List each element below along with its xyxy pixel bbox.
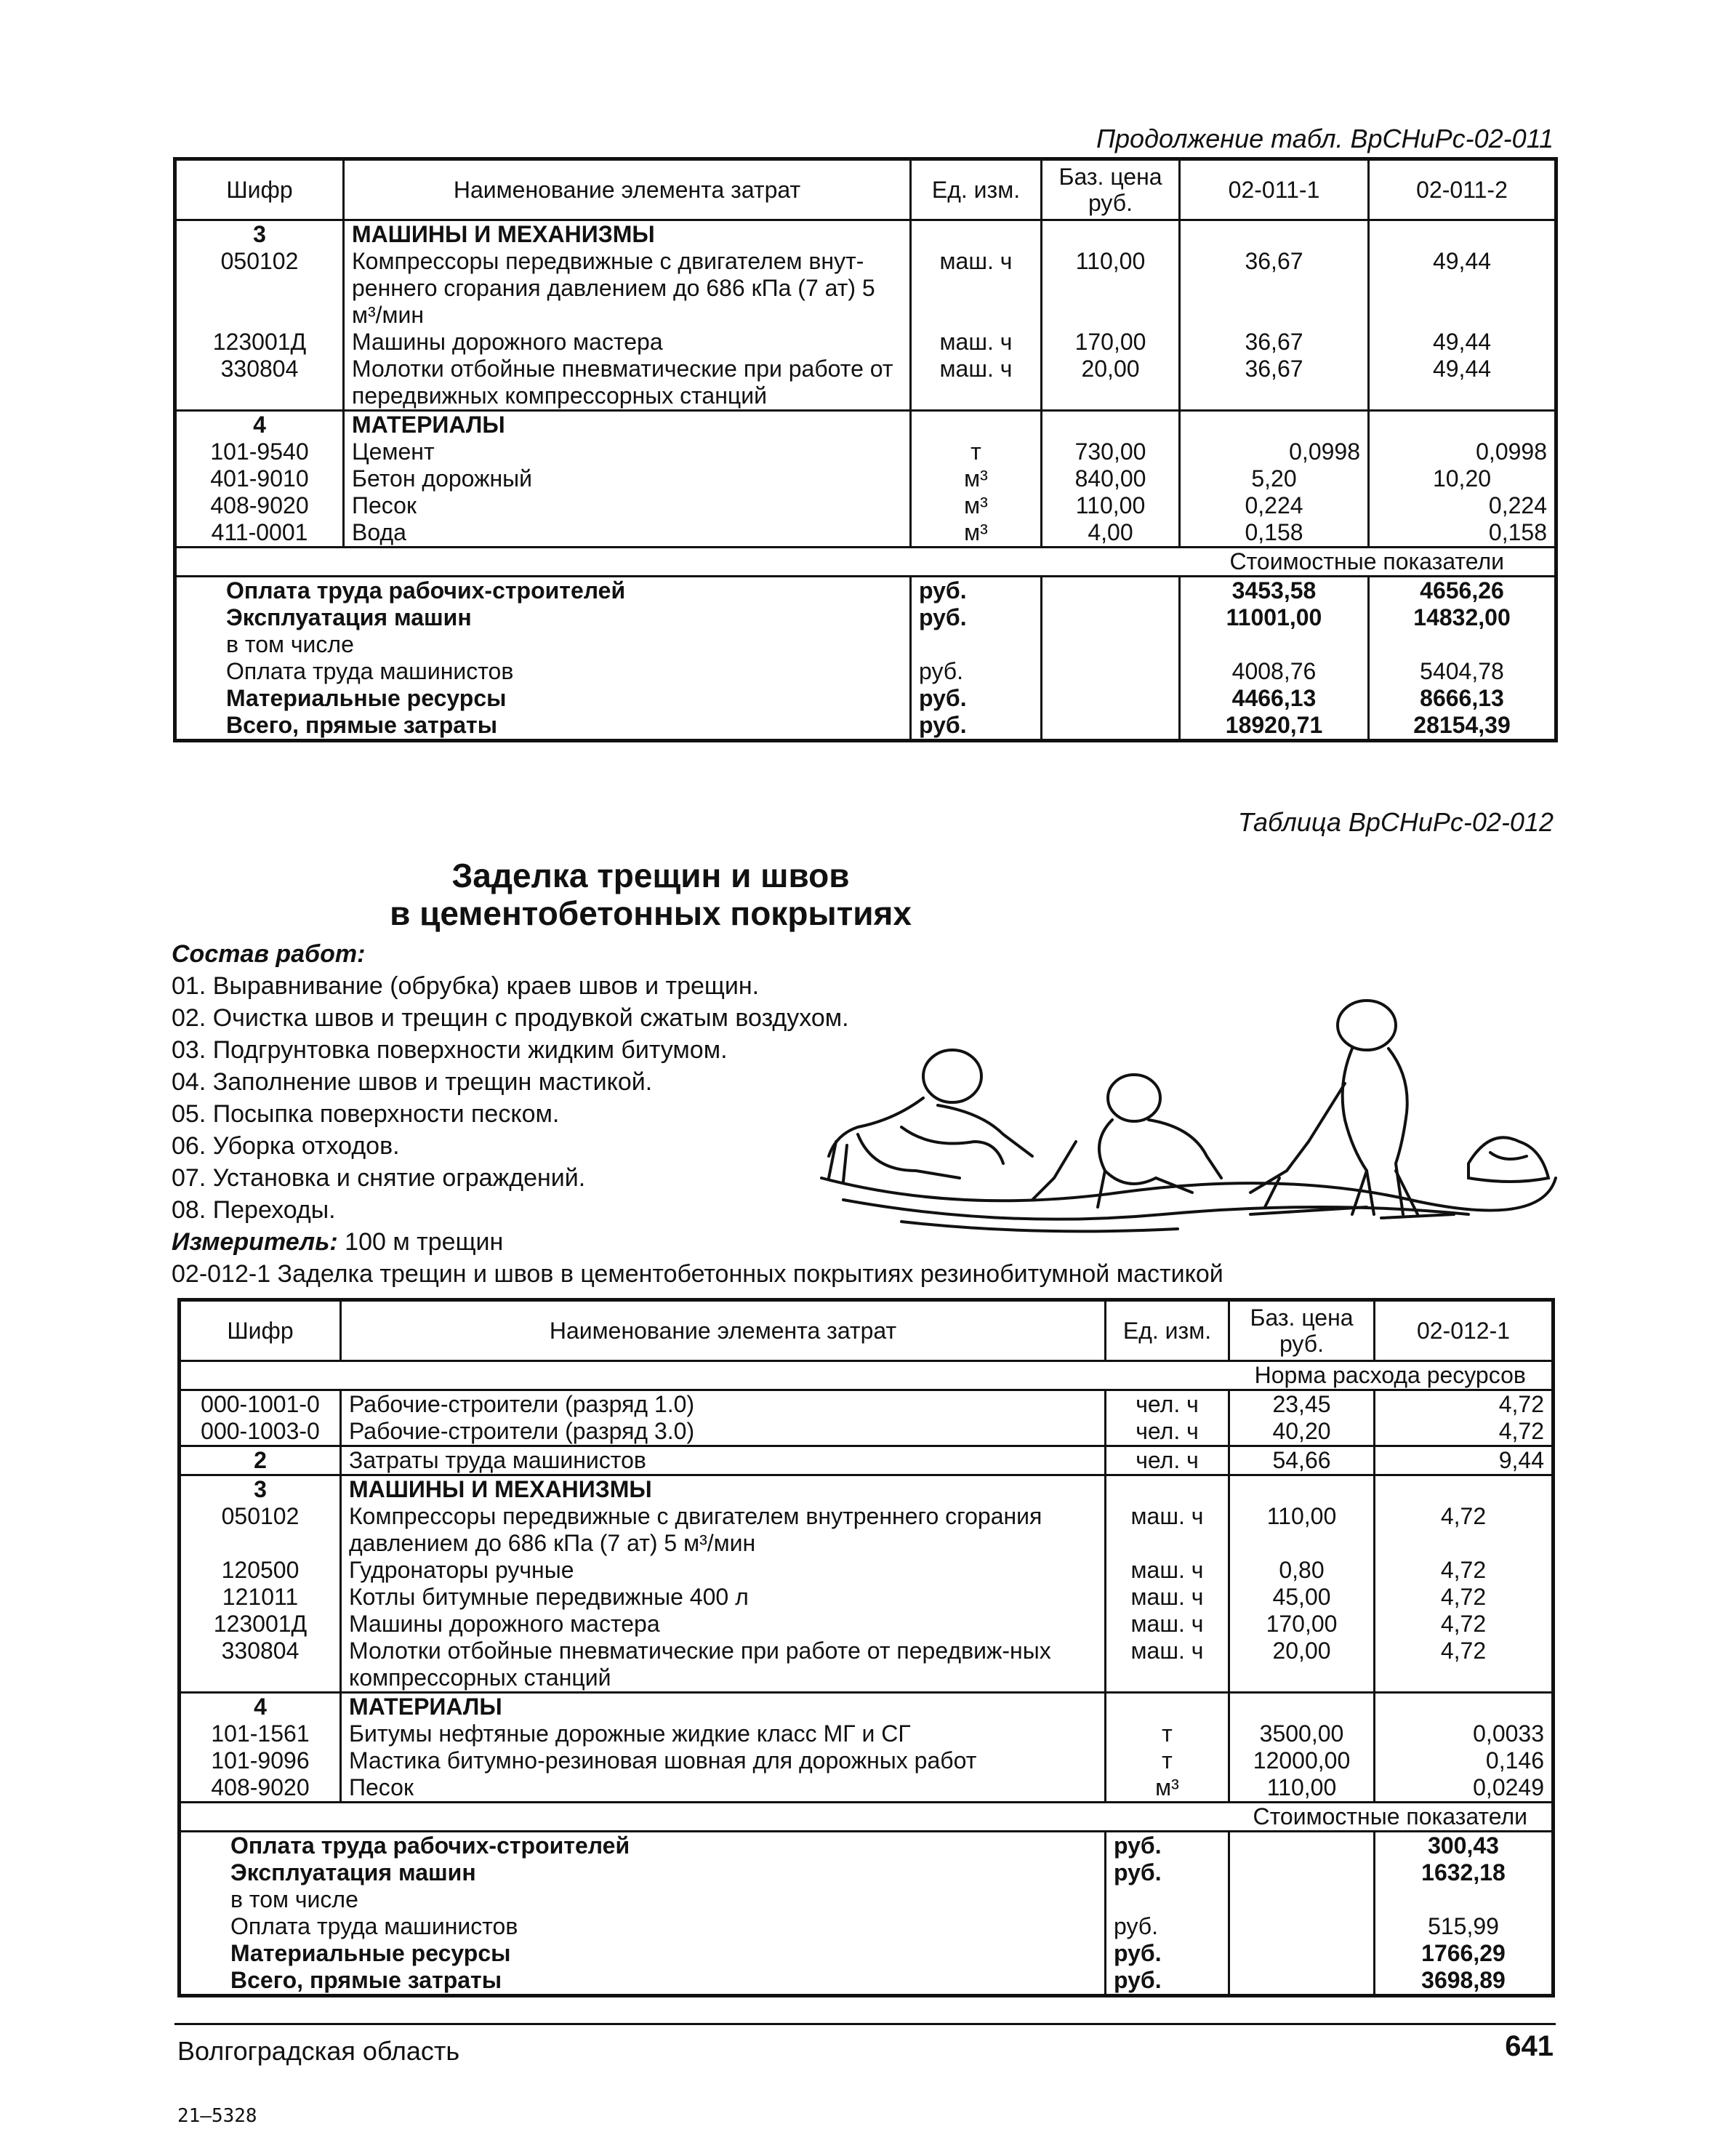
table-row: Всего, прямые затраты руб. 3698,89 [180,1967,1554,1996]
table-row [175,548,1556,577]
list-item: 04. Заполнение швов и трещин мастикой. [172,1068,653,1096]
table-row: Оплата труда машинистов руб. 515,99 [180,1913,1554,1940]
table-row: 101-9540 Цемент т 730,00 0,0998 0,0998 [175,438,1556,465]
table-row: в том числе [180,1886,1554,1913]
section-title-line1: Заделка трещин и швов [451,857,850,894]
table-row: 050102 Компрессоры передвижные с двигателем внут-реннего сгорания давлением до 686 кПа (7 ат) 5 м³/мин маш. ч 110,00 36,67 49,44 [175,248,1556,329]
table-row: 3 МАШИНЫ И МЕХАНИЗМЫ [175,220,1556,249]
norm-header: Норма расхода ресурсов [1229,1361,1554,1390]
list-item: 06. Уборка отходов. [172,1132,400,1160]
list-item: 01. Выравнивание (обрубка) краев швов и трещин. [172,972,760,1000]
table2-header-row [180,1300,1554,1361]
table-row: 123001Д Машины дорожного мастера маш. ч 170,00 4,72 [180,1611,1554,1638]
table-row: Эксплуатация машин руб. 11001,00 14832,00 [175,604,1556,631]
section-title-line2: в цементобетонных покрытиях [390,894,912,932]
table-row: Материальные ресурсы руб. 4466,13 8666,13 [175,685,1556,712]
table-row: Оплата труда рабочих-строителей руб. 3453,58 4656,26 [175,577,1556,605]
table-row: 408-9020 Песок м³ 110,00 0,0249 [180,1774,1554,1803]
table2-caption: Таблица ВрСНиРс-02-012 [1237,807,1554,837]
header-col1: 02-011-1 [1180,159,1369,220]
header-unit: Ед. изм. [1106,1300,1229,1361]
list-item: 05. Посыпка поверхности песком. [172,1100,560,1128]
print-code: 21—5328 [177,2105,257,2127]
list-item: 08. Переходы. [172,1196,336,1224]
list-item: 07. Установка и снятие ограждений. [172,1164,586,1192]
page-number: 641 [1505,2030,1554,2062]
table1-header-row [175,159,1556,220]
header-col1: 02-012-1 [1375,1300,1554,1361]
table-row: 4 МАТЕРИАЛЫ [175,411,1556,439]
table-row [180,1361,1554,1390]
table-row [180,1803,1554,1832]
header-unit: Ед. изм. [911,159,1042,220]
table-row: 411-0001 Вода м³ 4,00 0,158 0,158 [175,519,1556,548]
table1 [173,157,1558,742]
header-price: Баз. цена руб. [1229,1300,1375,1361]
table-row: Оплата труда машинистов руб. 4008,76 5404,78 [175,658,1556,685]
cost-header: Стоимостные показатели [1180,548,1556,577]
header-name: Наименование элемента затрат [344,159,911,220]
table2 [177,1298,1555,1997]
table-row: 000-1001-0 Рабочие-строители (разряд 1.0) чел. ч 23,45 4,72 [180,1390,1554,1419]
table-row: 121011 Котлы битумные передвижные 400 л маш. ч 45,00 4,72 [180,1584,1554,1611]
table-row: 3 МАШИНЫ И МЕХАНИЗМЫ [180,1475,1554,1504]
table-row: Оплата труда рабочих-строителей руб. 300,43 [180,1832,1554,1860]
table-row: 330804 Молотки отбойные пневматические при работе от передвиж-ных компрессорных станций маш. ч 20,00 4,72 [180,1638,1554,1693]
table-row: 101-9096 Мастика битумно-резиновая шовная для дорожных работ т 12000,00 0,146 [180,1747,1554,1774]
table1-caption: Продолжение табл. ВрСНиРс-02-011 [1096,124,1554,153]
table-row: 401-9010 Бетон дорожный м³ 840,00 5,20 10,20 [175,465,1556,492]
list-item: 02. Очистка швов и трещин с продувкой сжатым воздухом. [172,1004,849,1032]
table-row: 120500 Гудронаторы ручные маш. ч 0,80 4,72 [180,1557,1554,1584]
table-row: Всего, прямые затраты руб. 18920,71 28154,39 [175,712,1556,741]
table-row: 050102 Компрессоры передвижные с двигателем внутреннего сгорания давлением до 686 кПа (7 ат) 5 м³/мин маш. ч 110,00 4,72 [180,1503,1554,1557]
table-row: 000-1003-0 Рабочие-строители (разряд 3.0) чел. ч 40,20 4,72 [180,1418,1554,1446]
header-price: Баз. цена руб. [1042,159,1180,220]
table-row: 2 Затраты труда машинистов чел. ч 54,66 9,44 [180,1446,1554,1475]
table-row: 123001Д Машины дорожного мастера маш. ч 170,00 36,67 49,44 [175,329,1556,356]
cost-header: Стоимостные показатели [1229,1803,1554,1832]
header-code: Шифр [180,1300,341,1361]
table-row: 330804 Молотки отбойные пневматические при работе от передвижных компрессорных станций маш. ч 20,00 36,67 49,44 [175,356,1556,411]
table-row: Материальные ресурсы руб. 1766,29 [180,1940,1554,1967]
table-row: 101-1561 Битумы нефтяные дорожные жидкие класс МГ и СГ т 3500,00 0,0033 [180,1720,1554,1747]
header-col2: 02-011-2 [1369,159,1556,220]
table-row: 4 МАТЕРИАЛЫ [180,1693,1554,1721]
footer-region: Волгоградская область [177,2036,460,2066]
road-workers-illustration [814,996,1563,1243]
work-label: Состав работ: [172,940,366,968]
header-code: Шифр [175,159,344,220]
subtitle: 02-012-1 Заделка трещин и швов в цементобетонных покрытиях резинобитумной мастикой [172,1260,1223,1288]
section-title [174,857,1127,932]
list-item: 03. Подгрунтовка поверхности жидким битумом. [172,1036,728,1064]
footer-rule [174,2023,1556,2025]
header-name: Наименование элемента затрат [341,1300,1106,1361]
table-row: 408-9020 Песок м³ 110,00 0,224 0,224 [175,492,1556,519]
meter-value: 100 м трещин [337,1228,504,1256]
meter-label: Измеритель: [172,1228,338,1256]
table-row: в том числе [175,631,1556,658]
table-row: Эксплуатация машин руб. 1632,18 [180,1859,1554,1886]
